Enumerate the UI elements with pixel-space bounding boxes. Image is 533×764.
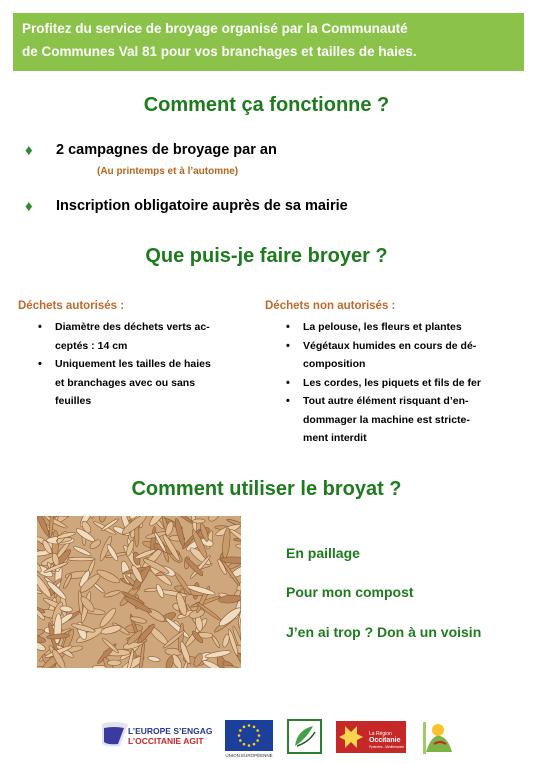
section-title-what-to-shred: Que puis-je faire broyer ? (145, 245, 388, 267)
eu-star-icon (253, 726, 256, 729)
europe-engage-logo (98, 718, 213, 758)
wood-chip (107, 660, 121, 666)
eu-star-icon (248, 724, 251, 727)
list-item (283, 337, 523, 374)
allowed-waste-list (35, 318, 250, 411)
region-occitanie-logo (335, 718, 407, 758)
allowed-item-1: Diamètre des déchets verts ac- ceptés : 14 cm (55, 321, 210, 352)
diamond-bullet-icon: ♦ (25, 142, 33, 159)
allowed-item-2: Uniquement les tailles de haies et branchages avec ou sans feuilles (55, 358, 211, 407)
eu-star-icon (238, 734, 241, 737)
eu-caption: UNION EUROPÉENNE (225, 753, 273, 758)
allowed-waste-title: Déchets autorisés : (18, 300, 125, 312)
region-name-1: La Région (369, 731, 392, 737)
list-item (283, 392, 523, 448)
eu-star-icon (258, 734, 261, 737)
list-item (283, 374, 523, 393)
eu-star-icon (243, 726, 246, 729)
community-logo (420, 718, 458, 758)
diamond-bullet-icon: ♦ (25, 198, 33, 215)
forbidden-item-4: Tout autre élément risquant d’en- dommager la machine est stricte- ment interdit (303, 395, 470, 444)
list-item (283, 318, 523, 337)
forbidden-item-2: Végétaux humides en cours de dé- composition (303, 339, 477, 370)
leader-logo (287, 718, 323, 758)
use-compost: Pour mon compost (286, 584, 414, 600)
eu-star-icon (239, 729, 242, 732)
eu-star-icon (239, 739, 242, 742)
section-title-how-it-works: Comment ça fonctionne ? (143, 94, 390, 116)
forbidden-waste-list (283, 318, 523, 448)
wood-chip (193, 519, 206, 523)
wood-chip (67, 557, 95, 561)
use-mulching: En paillage (286, 545, 360, 561)
header-banner (13, 13, 524, 71)
banner-line-1: Profitez du service de broyage organisé par la Communauté (22, 21, 408, 36)
eu-star-icon (248, 744, 251, 747)
region-sub: Pyrénées - Méditerranée (369, 745, 405, 749)
use-give-neighbor: J’en ai trop ? Don à un voisin (286, 624, 482, 640)
region-name-2: Occitanie (369, 737, 401, 744)
list-item (35, 355, 250, 411)
campaigns-item: 2 campagnes de broyage par an (56, 142, 277, 158)
europe-line-1: L’EUROPE S’ENGAGE (128, 726, 213, 736)
forbidden-waste-title: Déchets non autorisés : (265, 300, 396, 312)
eu-star-icon (256, 739, 259, 742)
eu-star-icon (243, 743, 246, 746)
eu-star-icon (253, 743, 256, 746)
list-item (35, 318, 250, 355)
eu-flag-logo (224, 718, 276, 758)
forbidden-item-3: Les cordes, les piquets et fils de fer (303, 376, 481, 389)
registration-item: Inscription obligatoire auprès de sa mairie (56, 198, 348, 214)
section-title-how-to-use: Comment utiliser le broyat ? (131, 478, 402, 500)
wood-chips-photo (37, 516, 241, 668)
campaigns-note: (Au printemps et à l’automne) (97, 166, 239, 177)
europe-line-2: L’OCCITANIE AGIT (128, 736, 204, 746)
forbidden-item-1: La pelouse, les fleurs et plantes (303, 321, 462, 333)
eu-star-icon (256, 729, 259, 732)
banner-line-2: de Communes Val 81 pour vos branchages et tailles de haies. (22, 44, 417, 59)
